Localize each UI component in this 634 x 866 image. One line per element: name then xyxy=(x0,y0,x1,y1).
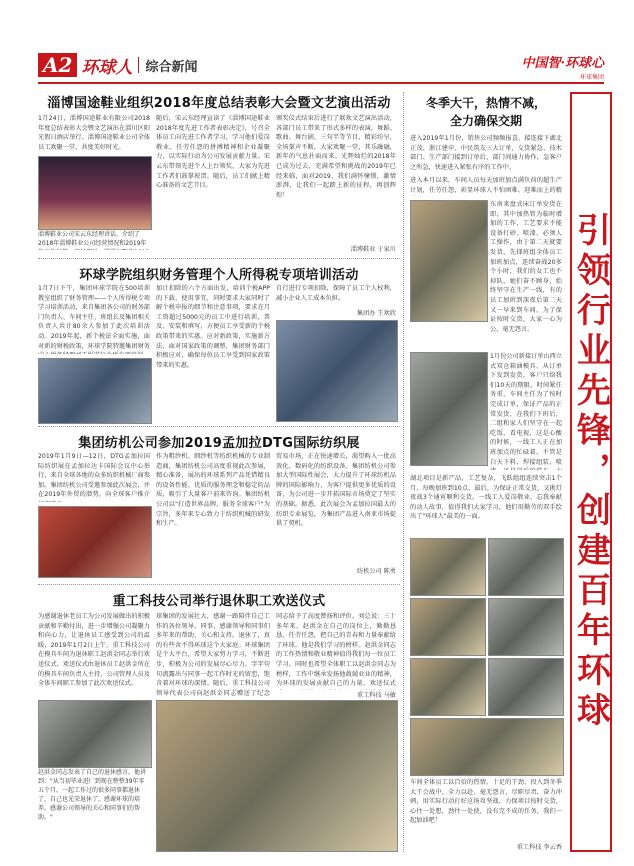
page-badge: A2 xyxy=(38,53,77,77)
article2-byline: 集团办 王欢欣 xyxy=(356,310,396,317)
article3-photo xyxy=(38,506,152,578)
article5-byline: 重工科技 李云香 xyxy=(516,844,562,851)
article5-p1: 进入2019年1月份，销售公司频频报喜，接连接下湖北正茂、浙江建申、中民筑友三大订单，交货紧急、技术部门、生产部门接到订单后，部门间通力协作，急客户之所急，快速进入紧张有序的工作中。 xyxy=(410,135,562,171)
newspaper-name: 环球人 xyxy=(81,57,133,78)
divider-2 xyxy=(38,426,400,427)
slogan-sub: 环球集团 xyxy=(579,74,604,81)
article4-title: 重工科技公司举行退休职工欢送仪式 xyxy=(112,594,326,609)
divider-1 xyxy=(38,258,400,259)
article5-photo-9 xyxy=(410,718,564,776)
article5-title-line2: 全力确保交期 xyxy=(449,114,522,128)
article1-col2: 随后，宋云东经理宣读了《淄博国途鞋业2018年度先进工作者表彰决定》，号召全体员工向先进工作者学习，学习他们爱岗敬业、任劳任怨的拼搏精神和企业凝聚力，以实际行动为公司发展贡献力量。宋云东带领先进个人上台领奖，大家为先进工作者们鼓掌祝贺。随后，员工们献上精心准备的文艺节目。 xyxy=(156,115,270,190)
masthead-logo xyxy=(521,52,604,81)
article1-photo-caption: 淄博鞋业公司宋云东经理讲话，介绍了2018年淄博鞋业公司经营情况和2019年 xyxy=(38,231,147,247)
article2-photo-left xyxy=(38,358,152,424)
article4-photo-caption: 赵洪金同志发表了自己的退休感言。他讲到："从当初毕业进厂到现在整整39年零五个月，一起工作过的很多同事都退休了，自己也光荣退休了，感谢环球的培养，感谢公司领导的关心和同事们的帮助。" xyxy=(38,769,147,821)
article5-photo-6 xyxy=(488,598,564,656)
article2-title: 环球学院组织财务管理个人所得税专项培训活动 xyxy=(79,268,359,283)
article5-photo-5 xyxy=(410,598,486,656)
masthead xyxy=(38,52,197,78)
article5-photo-7 xyxy=(410,658,486,716)
section-title: 综合新闻 xyxy=(145,59,198,75)
article3-col2: 作为粗纱机、细纱机等纺织机械的专业制造商，集团纺机公司高度重视此次参展，精心准备，展出的环球系列产品凭借精良的设备性能、优质的服务理念和稳定的品质，吸引了大量客户前来咨询。集团纺机公司以"打造世界品牌，服务全球客户"为宗旨，多年来专心致力于纺织机械的研发和生产。 xyxy=(156,453,270,528)
article3-title: 集团纺机公司参加2019孟加拉DTG国际纺织展 xyxy=(78,436,360,451)
article4-col2: 球集团的发展壮大，感谢一路陪伴自己工作的各位领导、同事，感谢领导和同事们多年来的帮助、关心和支持。退休了，真的有些舍不得环球这个大家庭。环球集团是个大平台，希望大家努力学习，不断进步，积极为公司的发展尽心尽力。字字句句流露出与同事一起工作时光的留恋，饱含着对环球的深情。随后，重工科技公司领导代表公司向赵洪金同志赠送了纪念 xyxy=(156,613,270,696)
article1-col1: 1月24日，淄博国途鞋业有限公司2018年度总结表彰大会暨文艺演出在淄川区阳光假日酒店举行。淄博国途鞋业公司全体员工欢聚一堂，共度美好时光。 xyxy=(38,115,150,151)
article2-col3: 自行进行专项扣除，保障了员工个人权利，减小企业人工成本负担。 xyxy=(276,285,396,302)
article5-p2: 进入本月以来，车间人员每天加班加点满负荷的超生产计划，任劳任怨，彰显环球人不怕困难、迎难而上的精 xyxy=(410,177,562,194)
article4-col3: 同志给予了高度赞扬和评价。刘总说：三十多年来，赵洪金在自己的岗位上，勤勤恳恳、任劳任怨，把自己的青春和力量奉献给了环球，他是我们学习的榜样。赵洪金同志的工作热情和敬业精神值得我们每一位员工学习。同时也希望全体职工以赵洪金同志为榜样，工作中继承发扬他兢兢业业的精神，为环球的发展贡献自己的力量。欢送仪式 xyxy=(276,613,396,688)
article3-byline: 纺机公司 陈勇 xyxy=(356,568,396,575)
article4-col1: 为感谢退休老员工为公司发展做出的积极贡献和辛勤付出，进一步增强公司凝聚力和向心力，让退休员工感受到公司的温暖，2019年1月2日上午，重工科技公司在模具车间为退休职工赵洪金同志举行欢送仪式。欢送仪式由退休员工赵洪金所在的模具车间负责人主持，公司管理人员及全体车间职工参加了此次欢送仪式。 xyxy=(38,613,150,688)
article5-p6: 车间全体员工以百倍的热情、十足的干劲，投入到冬季大干会战中，全力以赴、毫无怨言，尽职尽责，奋力冲刺，用实际行动打好这场攻坚战，力保项目按时交货，心往一处想，劲往一处使，没有完不成的任务，我们一起加油吧！ xyxy=(410,779,562,825)
article2-col1: 1月7日下午，集团环球学院在500培训教室组织了财务管理——个人所得税专项学习培训活动，来自集团各公司的财务部门负责人、车间主任、班组长及集团相关负责人共计80余人参加了此次培训活动。2019年起，新个税法全面实施，面对新的财税政策，环球学院特邀集团财务 xyxy=(38,285,150,350)
article4-photo-group xyxy=(156,700,398,852)
divider-3 xyxy=(38,584,400,585)
article4-photo-left xyxy=(38,700,152,768)
article2-photo-right xyxy=(276,320,398,422)
article1-title: 淄博国途鞋业组织2018年度总结表彰大会暨文艺演出活动 xyxy=(47,96,391,111)
slogan-logo: 中国智·环球心 xyxy=(521,56,604,71)
article5-photo-4 xyxy=(488,538,564,596)
article5-photo-2 xyxy=(410,352,488,466)
article5-p5: 湖北项目是新产品，工艺复杂，飞跃组组连续突击1个月，每晚加班到10点，最后，为保证正常交货，又挑灯夜战3个通宵顺利交货。一线工人爱岗敬业，忘我奉献的动人故事，值得我们大家学习，他们用勤劳的双手绘出了"环球人"最美的一面。 xyxy=(410,475,562,521)
article1-byline: 淄博鞋业 于家川 xyxy=(350,246,396,253)
article1-col3: 颁奖仪式结束后进行了联欢文艺演出活动，各部门员工带来了形式多样的表演，舞蹈、歌曲、舞台剧、三句半等节目，精彩纷呈，全场掌声不断，大家欢聚一堂，其乐融融，新年的气息扑面而来。光辉灿烂的2018年已成为过去，充满希望和挑战的2019年已经来临，面对2019，我们满怀憧憬，激情澎湃，让我们一起踏上新的征程，再创辉煌！ xyxy=(276,115,396,199)
article2-col2: 加计扣除的六个方面出发，培训个税APP的下载、使用事宜，同时要求大家同时了解个税申报的细节和注意事项，要求在月工资超过5000元的员工中进行培训，普及、安装和填写，方便员工享受新的个税政策带来的实惠。应对新政策，实施新方法，面对国家政策的调整，集团财务部门积极应对，确保每位员工享受到国家政策带来的实惠。 xyxy=(156,285,270,369)
article5-title-line1: 冬季大干，热情不减， xyxy=(425,96,546,110)
article5-p3: 东南来盘式床订单发货在即，其中加热管为临时增加的工作，工艺要求不能设备打砂、喷漆，必须人工操作，由于第二天就要发货，先择班组全体员工加班加点，连续奋战20多个小时，我们的女工也不掉队，她们奋不顾身，始终坚守在生产一线，有的员工加班到深夜后第二天又一早来到车间，为了保证按时交货，大家一心为公，毫无怨言。 xyxy=(490,201,562,333)
article5-photo-3 xyxy=(410,538,486,596)
article4-byline: 重工科技 马敏 xyxy=(356,692,396,699)
article5-photo-8 xyxy=(488,658,564,716)
article3-col1: 2019年1月9日—12日，DTG孟加拉国际纺织展在孟加拉达卡国际会议中心举行，来自全球各地的众多纺织机械厂商参加。集团纺机公司受邀参加此次展会，并在2019年外贸的潜势，向全球客户推介 xyxy=(38,453,150,499)
column-divider xyxy=(403,92,404,852)
article5-photo-1 xyxy=(410,200,488,322)
article3-col3: 贸易市场，正在快速增长，渴望购入一批高效化、数码化的纺织设备。集团纺机公司参加大型国际性展会，大力提升了环球纺机品牌的国际影响力，为客户提供更多优质的设备，为公司进一步开拓国际市场奠定了坚实的基础。据悉，此次展会为孟加拉国最大的纺织专业展览，为集团产品进入南亚市场提供了契机。 xyxy=(276,453,396,528)
article1-photo xyxy=(38,156,152,230)
article5-p4: 1月份公司新接订单山西立式双仓箱涵模具，从订单下发到发货，客户只给我们10天的期限，时间紧任务重，车间主任为了按时完成订单，保证产品的正常发货，在我们下班后，二组和家人们坚守在一起吃饭，看电视，这是心酸的时候，一线工人正在加班加点的忙碌着，不管是白天下料、焊接组装、喷 xyxy=(490,353,562,466)
slogan-sidebar xyxy=(570,92,612,852)
slogan-sidebar-text: 引领行业先锋，创建百年环球 xyxy=(570,212,611,732)
masthead-divider xyxy=(138,57,139,73)
masthead-rule xyxy=(38,82,604,84)
